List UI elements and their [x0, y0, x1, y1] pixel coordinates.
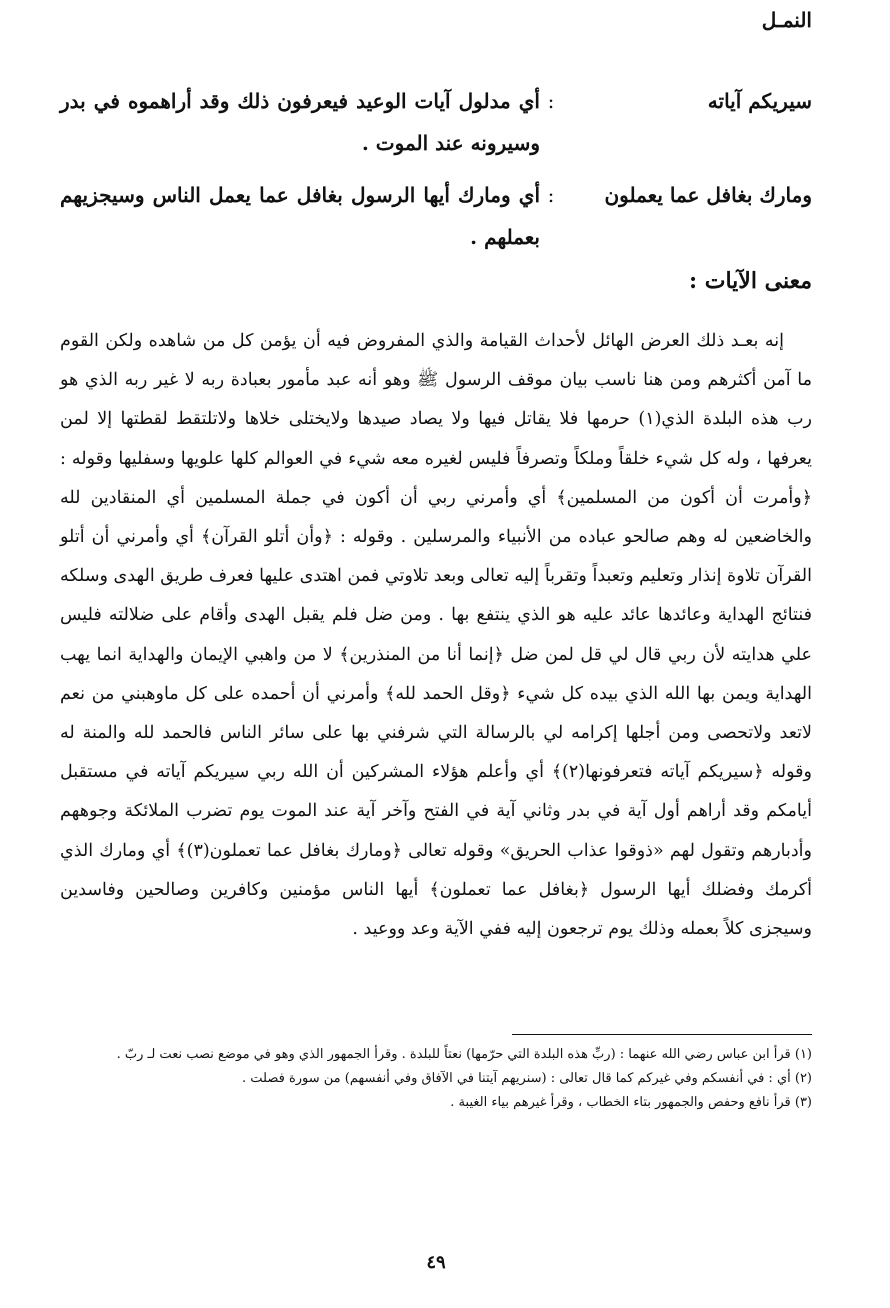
footnote-2: (٢) أي : في أنفسكم وفي غيركم كما قال تعالى : (سنريهم آيتنا في الآفاق وفي أنفسهم) من سورة فصلت . — [242, 1071, 812, 1086]
page-number: ٤٩ — [426, 1252, 446, 1273]
book-page — [60, 0, 812, 1308]
vocab-entry — [60, 174, 812, 258]
body-paragraph: إنه بعـد ذلك العرض الهائل لأحداث القيامة والذي المفروض فيه أن يؤمن كل من شاهده ولكن القوم ما آمن أكثرهم ومن هنا ناسب بيان موقف الرسول ﷺ وهو أنه عبد مأمور بعبادة ربه لا غير ربه الذي هو رب هذه البلدة الذي(١) حرمها فلا يقاتل فيها ولا يصاد صيدها ولايختلى خلاها ولاتلتقط لقطتها إلا لمن يعرفها ، وله كل شيء خلقاً وملكاً وتصرفاً فليس لغيره معه شيء في العوالم كلها علويها وسفليها وقوله : ﴿وأمرت أن أكون من المسلمين﴾ أي وأمرني ربي أن أكون في جملة المسلمين أي المنقادين لله والخاضعين له وهم صالحو عباده من الأنبياء والمرسلين . وقوله : ﴿وأن أتلو القرآن﴾ أي وأمرني أن أتلو القرآن تلاوة إنذار وتعليم وتعبداً وتقرباً إليه تعالى وبعد تلاوتي فمن اهتدى عليها فعرف طريق الهدى وسلكه فنتائج الهداية وعائدها عائد عليه هو الذي ينتفع بها . ومن ضل فلم يقبل الهدى وأقام على ضلالته فليس علي هدايته لأن ربي قال لي قل لمن ضل ﴿إنما أنا من المنذرين﴾ لا من واهبي الإيمان والهداية انما يهب الهداية ويمن بها الله الذي بيده كل شيء ﴿وقل الحمد لله﴾ وأمرني أن أحمده على كل ماوهبني من نعم لاتعد ولاتحصى ومن أجلها إكرامه لي بالرسالة التي شرفني بها على سائر الناس فالحمد لله والمنة له وقوله ﴿سيريكم آياته فتعرفونها(٢)﴾ أي وأعلم هؤلاء المشركين أن الله ربي سيريكم آياته في مستقبل أيامكم وقد أراهم أول آية في بدر وثاني آية في الفتح وآخر آية عند الموت يوم تضرب الملائكة وجوههم وأدبارهم وتقول لهم «ذوقوا عذاب الحريق» وقوله تعالى ﴿ومارك بغافل عما تعملون(٣)﴾ أي ومارك الذي أكرمك وفضلك أيها الرسول ﴿بغافل عما تعملون﴾ أيها الناس مؤمنين وكافرين وصالحين وفاسدين وسيجزى كلاً بعمله وذلك يوم ترجعون إليه ففي الآية وعد ووعيد . — [60, 331, 813, 940]
footnote-3: (٣) قرأ نافع وحفص والجمهور بتاء الخطاب ، وقرأ غيرهم بياء الغيبة . — [450, 1095, 812, 1110]
vocab-term: سيريكم آياته — [707, 89, 812, 113]
footnote-1: (١) قرأ ابن عباس رضي الله عنهما : (ربِّ هذه البلدة التي حرّمها) نعتاً للبلدة . وقرأ الجمهور الذي وهو في موضع نصب نعت لـ ربّ . — [116, 1047, 812, 1062]
vocab-entry — [60, 80, 812, 164]
footnote-divider — [512, 1034, 812, 1035]
section-heading: معنى الآيات : — [688, 268, 812, 294]
vocab-separator: : — [547, 183, 555, 207]
vocab-term: ومارك بغافل عما يعملون — [604, 183, 812, 207]
running-header: النمـل — [761, 8, 812, 32]
vocab-definition: أي مدلول آيات الوعيد فيعرفون ذلك وقد أراهموه في بدر وسيرونه عند الموت . — [60, 89, 540, 155]
vocabulary-section — [60, 80, 812, 268]
vocab-definition: أي ومارك أيها الرسول بغافل عما يعمل الناس وسيجزيهم بعملهم . — [60, 183, 540, 249]
footnotes — [60, 1044, 812, 1116]
body-text — [60, 322, 812, 949]
vocab-separator: : — [547, 89, 555, 113]
